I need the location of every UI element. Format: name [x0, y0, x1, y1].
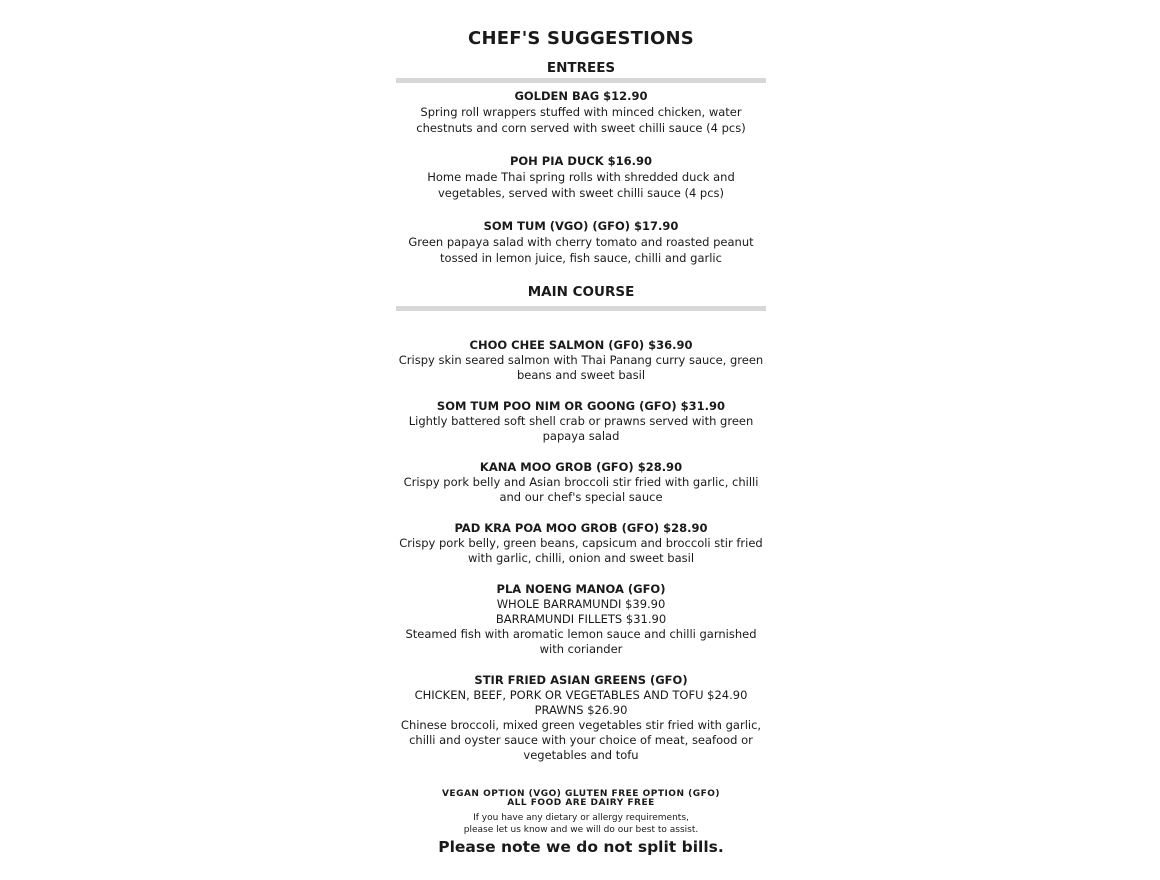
dish-name: CHOO CHEE SALMON (GF0) $36.90	[469, 338, 693, 352]
menu-title: CHEF'S SUGGESTIONS	[468, 28, 694, 49]
dish-description: tossed in lemon juice, fish sauce, chilli and garlic	[440, 251, 722, 265]
dish-description: vegetables, served with sweet chilli sauce (4 pcs)	[437, 186, 725, 200]
dish-description: Green papaya salad with cherry tomato and roasted peanut	[408, 235, 754, 249]
dish-description: and our chef's special sauce	[499, 490, 663, 504]
dish-description: Chinese broccoli, mixed green vegetables stir fried with garlic,	[400, 718, 762, 732]
section-divider	[396, 306, 766, 311]
allergy-note: please let us know and we will do our best to assist.	[463, 825, 699, 835]
split-bills-note: Please note we do not split bills.	[438, 838, 724, 856]
dish-price-option: CHICKEN, BEEF, PORK OR VEGETABLES AND TOFU $24.90	[414, 688, 748, 702]
dish-stir-fried-asian-greens	[396, 673, 766, 763]
dish-name: PLA NOENG MANOA (GFO)	[496, 582, 666, 596]
dish-pla-noeng-manoa	[396, 582, 766, 657]
dish-name: KANA MOO GROB (GFO) $28.90	[479, 460, 683, 474]
dish-choo-chee-salmon	[396, 338, 766, 383]
dish-description: papaya salad	[542, 429, 620, 443]
dish-description: vegetables and tofu	[523, 748, 639, 762]
menu-footer	[396, 790, 766, 857]
section-divider	[396, 78, 766, 83]
allergy-note: If you have any dietary or allergy requirements,	[473, 813, 689, 823]
section-heading-main-course: MAIN COURSE	[527, 284, 635, 300]
dish-poh-pia-duck	[396, 154, 766, 201]
dairy-free-note: ALL FOOD ARE DAIRY FREE	[507, 798, 655, 808]
dish-som-tum	[396, 219, 766, 266]
dish-description: Crispy pork belly, green beans, capsicum and broccoli stir fried	[399, 536, 763, 550]
dish-name: SOM TUM (VGO) (GFO) $17.90	[483, 219, 679, 233]
dish-description: beans and sweet basil	[516, 368, 646, 382]
menu-page	[396, 26, 766, 857]
dish-som-tum-poo-nim	[396, 399, 766, 444]
dish-description: Crispy pork belly and Asian broccoli stir fried with garlic, chilli	[403, 475, 759, 489]
dish-pad-kra-poa	[396, 521, 766, 566]
dish-golden-bag	[396, 89, 766, 136]
dish-description: Lightly battered soft shell crab or prawns served with green	[408, 414, 754, 428]
dish-price-option: WHOLE BARRAMUNDI $39.90	[496, 597, 666, 611]
dish-name: SOM TUM POO NIM OR GOONG (GFO) $31.90	[436, 399, 726, 413]
dish-description: Home made Thai spring rolls with shredded duck and	[427, 170, 735, 184]
section-heading-entrees: ENTREES	[546, 60, 616, 76]
dietary-legend: VEGAN OPTION (VGO) GLUTEN FREE OPTION (GFO)	[441, 789, 721, 799]
dish-name: GOLDEN BAG $12.90	[514, 89, 648, 103]
dish-description: with garlic, chilli, onion and sweet basil	[467, 551, 695, 565]
dish-description: Spring roll wrappers stuffed with minced chicken, water	[420, 105, 742, 119]
dish-description: chilli and oyster sauce with your choice of meat, seafood or	[409, 733, 753, 747]
dish-description: Steamed fish with aromatic lemon sauce and chilli garnished	[405, 627, 757, 641]
dish-name: STIR FRIED ASIAN GREENS (GFO)	[474, 673, 688, 687]
dish-price-option: BARRAMUNDI FILLETS $31.90	[495, 612, 667, 626]
dish-name: PAD KRA POA MOO GROB (GFO) $28.90	[454, 521, 708, 535]
dish-description: chestnuts and corn served with sweet chilli sauce (4 pcs)	[416, 121, 746, 135]
dish-name: POH PIA DUCK $16.90	[509, 154, 653, 168]
dish-description: Crispy skin seared salmon with Thai Panang curry sauce, green	[398, 353, 764, 367]
dish-kana-moo-grob	[396, 460, 766, 505]
dish-description: with coriander	[539, 642, 623, 656]
dish-price-option: PRAWNS $26.90	[534, 703, 628, 717]
